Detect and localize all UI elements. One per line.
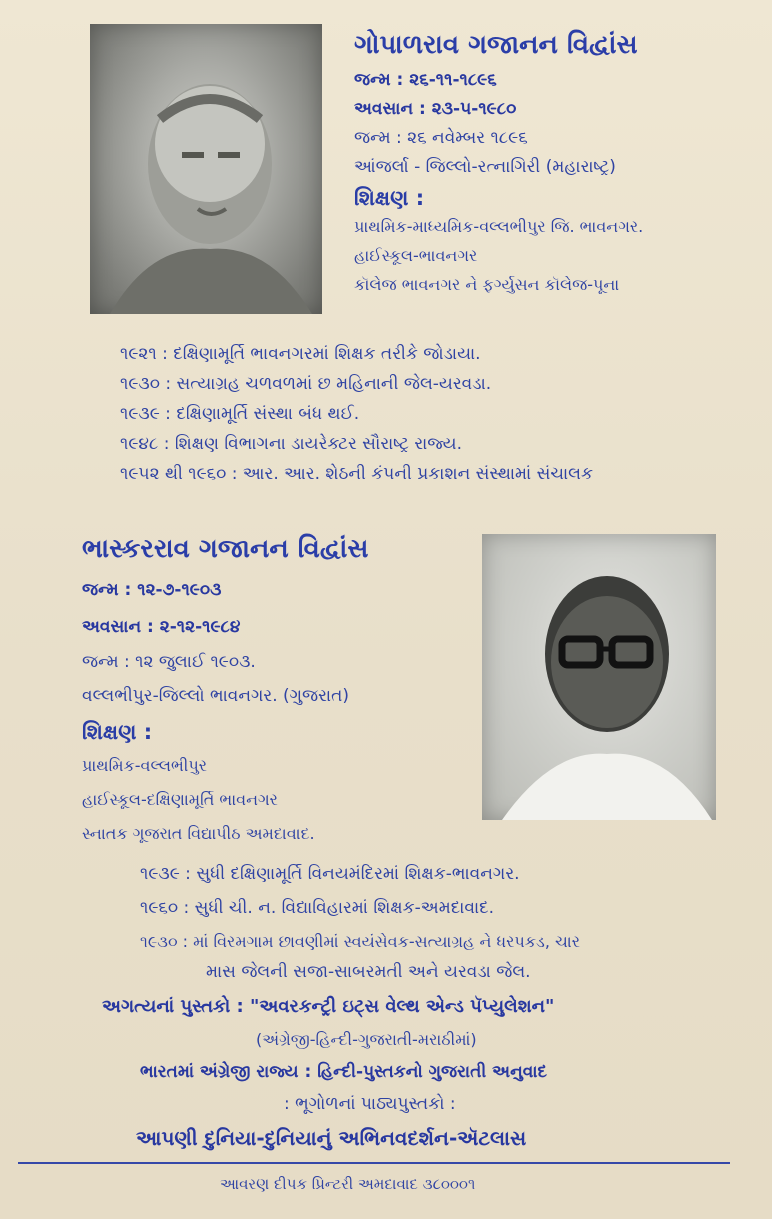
books-geography: : ભૂગોળનાં પાઠ્યપુસ્તકો : xyxy=(284,1094,456,1114)
person1-birthplace: આંજર્લા - જિલ્લો-રત્નાગિરી (મહારાષ્ટ્ર) xyxy=(354,157,616,177)
person1-education-highschool: હાઈસ્કૂલ-ભાવનગર xyxy=(354,246,478,265)
portrait-photo-gopalrao xyxy=(90,24,322,314)
person1-career-1952: ૧૯૫૨ થી ૧૯૬૦ : આર. આર. શેઠની કંપની પ્રકાશન સંસ્થામાં સંચાલક xyxy=(120,464,593,484)
person1-education-heading: શિક્ષણ : xyxy=(354,186,425,210)
person1-name: ગોપાળરાવ ગજાનન વિદ્વાંસ xyxy=(354,30,638,60)
person1-education-college: કૉલેજ ભાવનગર ને ફર્ગ્યુસન કૉલેજ-પૂના xyxy=(354,275,620,294)
person2-education-graduate: સ્નાતક ગૂજરાત વિદ્યાપીઠ અમદાવાદ. xyxy=(82,824,315,843)
person2-birthplace: વલ્લભીપુર-જિલ્લો ભાવનગર. (ગુજરાત) xyxy=(82,686,349,706)
person2-education-primary: પ્રાથમિક-વલ્લભીપુર xyxy=(82,756,207,775)
person2-name: ભાસ્કરરાવ ગજાનન વિદ્વાંસ xyxy=(82,534,369,564)
person1-birth: જન્મ : ૨૬-૧૧-૧૮૯૬ xyxy=(354,70,497,90)
books-important: અગત્યનાં પુસ્તકો : "અવરકન્ટ્રી ઇટ્સ વેલ્થ એન્ડ પૅપ્યુલેશન" xyxy=(102,996,555,1017)
person2-career-1960: ૧૯૬૦ : સુધી ચી. ન. વિદ્યાવિહારમાં શિક્ષક-અમદાવાદ. xyxy=(140,898,495,918)
portrait-photo-bhaskarrao xyxy=(482,534,716,820)
person2-education-heading: શિક્ષણ : xyxy=(82,720,153,744)
person1-death: અવસાન : ૨૩-૫-૧૯૮૦ xyxy=(354,99,517,119)
person1-career-1939: ૧૯૩૯ : દક્ષિણામૂર્તિ સંસ્થા બંધ થઈ. xyxy=(120,404,360,424)
person2-birth-full: જન્મ : ૧૨ જુલાઈ ૧૯૦૩. xyxy=(82,652,256,672)
person1-career-1930: ૧૯૩૦ : સત્યાગ્રહ ચળવળમાં છ મહિનાની જેલ-યરવડા. xyxy=(120,374,492,394)
person2-birth: જન્મ : ૧૨-૭-૧૯૦૩ xyxy=(82,580,222,600)
footer-divider xyxy=(18,1162,730,1164)
person2-death: અવસાન : ૨-૧૨-૧૯૮૪ xyxy=(82,617,241,637)
person2-career-1930: ૧૯૩૦ : માં વિરમગામ છાવણીમાં સ્વયંસેવક-સત્યાગ્રહ ને ધરપકડ, ચાર xyxy=(140,932,580,951)
person1-birth-full: જન્મ : ૨૬ નવેમ્બર ૧૮૯૬ xyxy=(354,128,528,148)
books-british-rule: ભારતમાં અંગ્રેજી રાજ્ય : હિન્દી-પુસ્તકનો ગુજરાતી અનુવાદ xyxy=(140,1062,547,1082)
person1-education-primary: પ્રાથમિક-માધ્યમિક-વલ્લભીપુર જિ. ભાવનગર. xyxy=(354,217,644,236)
person2-career-1939: ૧૯૩૯ : સુધી દક્ષિણામૂર્તિ વિનયમંદિરમાં શિક્ષક-ભાવનગર. xyxy=(140,864,520,884)
footer-printer: આવરણ દીપક પ્રિન્ટરી અમદાવાદ ૩૮૦૦૦૧ xyxy=(220,1175,476,1193)
person2-education-highschool: હાઈસ્કૂલ-દક્ષિણામૂર્તિ ભાવનગર xyxy=(82,790,278,809)
person1-career-1948: ૧૯૪૮ : શિક્ષણ વિભાગના ડાયરેક્ટર સૌરાષ્ટ્ર રાજ્ય. xyxy=(120,434,463,454)
person2-career-1930-cont: માસ જેલની સજા-સાબરમતી અને યરવડા જેલ. xyxy=(206,962,531,982)
books-languages: (અંગ્રેજી-હિન્દી-ગુજરાતી-મરાઠીમાં) xyxy=(256,1030,477,1049)
books-atlas: આપણી દુનિયા-દુનિયાનું અભિનવદર્શન-ઍટલાસ xyxy=(136,1126,527,1150)
person1-career-1921: ૧૯૨૧ : દક્ષિણામૂર્તિ ભાવનગરમાં શિક્ષક તરીકે જોડાયા. xyxy=(120,344,481,364)
